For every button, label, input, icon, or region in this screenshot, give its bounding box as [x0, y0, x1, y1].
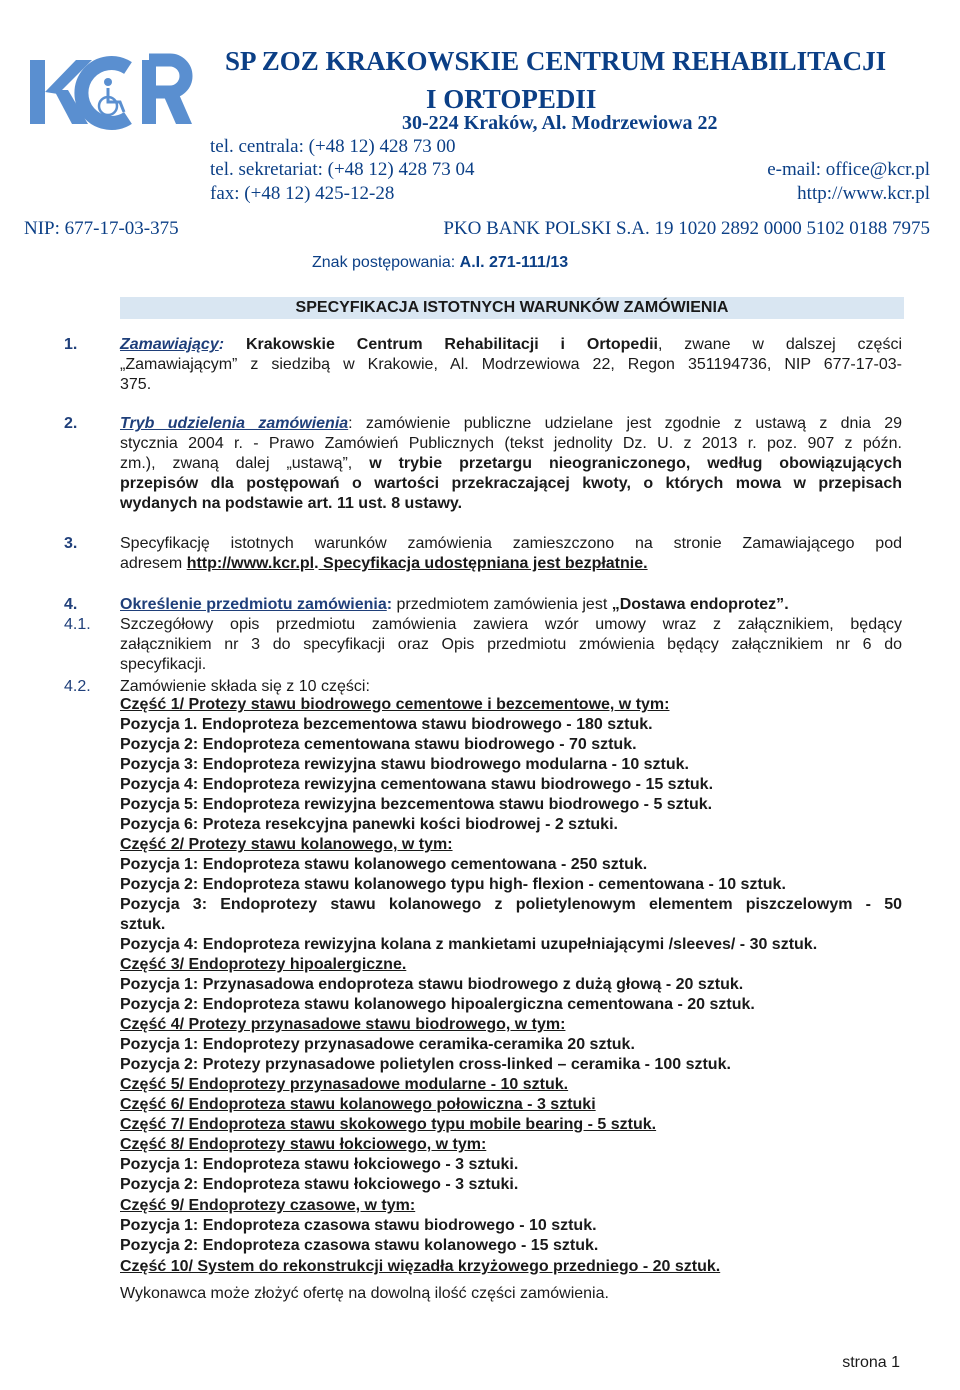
- section-2-line5: wydanych na podstawie art. 11 ust. 8 ustawy.: [120, 495, 463, 512]
- part-1-heading: Część 1/ Protezy stawu biodrowego cementowe i bezcementowe, w tym:: [120, 696, 670, 713]
- part-3-item-2: Pozycja 2: Endoproteza stawu kolanowego hipoalergiczna cementowana - 20 sztuk.: [120, 996, 755, 1013]
- part-3-item-1: Pozycja 1: Przynasadowa endoproteza stawu biodrowego z dużą głową - 20 sztuk.: [120, 976, 744, 993]
- part-1-item-5: Pozycja 5: Endoproteza rewizyjna bezcementowa stawu biodrowego - 5 sztuk.: [120, 796, 713, 813]
- part-2-heading: Część 2/ Protezy stawu kolanowego, w tym:: [120, 836, 453, 853]
- case-reference: [312, 254, 568, 272]
- bank-account: PKO BANK POLSKI S.A. 19 1020 2892 0000 5102 0188 7975: [443, 218, 930, 239]
- phone-secretariat: tel. sekretariat: (+48 12) 428 73 04: [210, 159, 475, 180]
- part-1-item-4: Pozycja 4: Endoproteza rewizyjna cementowana stawu biodrowego - 15 sztuk.: [120, 776, 714, 793]
- website-url: http://www.kcr.pl: [797, 183, 930, 204]
- org-address: 30-224 Kraków, Al. Modrzewiowa 22: [402, 112, 718, 134]
- section-1-party: Krakowskie Centrum Rehabilitacji i Ortopedii: [245, 336, 658, 353]
- org-name-line2: I ORTOPEDII: [426, 84, 597, 114]
- part-2-item-3-cont: sztuk.: [120, 916, 166, 933]
- part-8-heading: Część 8/ Endoprotezy stawu łokciowego, w tym:: [120, 1136, 487, 1153]
- section-3-line1: Specyfikację istotnych warunków zamówienia zamieszczono na stronie Zamawiającego pod: [120, 535, 902, 552]
- section-1-line3: 375.: [120, 376, 152, 393]
- section-1-line1: Zamawiający: Krakowskie Centrum Rehabilitacji i Ortopedii, zwane w dalszej części: [120, 336, 902, 353]
- part-7-heading: Część 7/ Endoproteza stawu skokowego typu mobile bearing - 5 sztuk.: [120, 1116, 657, 1133]
- closing-note: Wykonawca może złożyć ofertę na dowolną ilość części zamówienia.: [120, 1285, 609, 1302]
- part-4-heading: Część 4/ Protezy przynasadowe stawu biodrowego, w tym:: [120, 1016, 566, 1033]
- section-4-2-number: 4.2.: [64, 678, 91, 695]
- part-2-item-1: Pozycja 1: Endoproteza stawu kolanowego cementowana - 250 sztuk.: [120, 856, 648, 873]
- section-1-number: 1.: [64, 336, 78, 353]
- email-address: e-mail: office@kcr.pl: [767, 159, 930, 180]
- part-8-item-2: Pozycja 2: Endoproteza stawu łokciowego - 3 sztuki.: [120, 1176, 519, 1193]
- section-2-line3: zm.), zwaną dalej „ustawą”, w trybie przetargu nieograniczonego, według obowiązujących: [120, 455, 902, 472]
- part-5-heading: Część 5/ Endoprotezy przynasadowe modularne - 10 sztuk.: [120, 1076, 569, 1093]
- section-2-line4: przepisów dla postępowań o wartości przekraczającej kwoty, o których mowa w przepisach: [120, 475, 902, 492]
- section-4-1-line3: specyfikacji.: [120, 656, 207, 673]
- org-name-line1: SP ZOZ KRAKOWSKIE CENTRUM REHABILITACJI: [225, 46, 887, 76]
- part-4-item-2: Pozycja 2: Protezy przynasadowe polietylen cross-linked – ceramika - 100 sztuk.: [120, 1056, 731, 1073]
- section-4-line: Określenie przedmiotu zamówienia: przedmiotem zamówienia jest „Dostawa endoprotez”.: [120, 596, 789, 613]
- case-reference-label: Znak postępowania:: [312, 254, 460, 271]
- website-link[interactable]: http://www.kcr.pl: [186, 555, 315, 572]
- section-2-number: 2.: [64, 415, 78, 432]
- part-9-item-1: Pozycja 1: Endoproteza czasowa stawu biodrowego - 10 sztuk.: [120, 1217, 597, 1234]
- part-1-item-6: Pozycja 6: Proteza resekcyjna panewki kości biodrowej - 2 sztuki.: [120, 816, 618, 833]
- section-4-2-intro: Zamówienie składa się z 10 części:: [120, 678, 370, 695]
- document-title: SPECYFIKACJA ISTOTNYCH WARUNKÓW ZAMÓWIENIA: [295, 299, 729, 316]
- case-reference-value: A.I. 271-111/13: [459, 254, 569, 271]
- part-1-item-1: Pozycja 1. Endoproteza bezcementowa stawu biodrowego - 180 sztuk.: [120, 716, 653, 733]
- section-4-1-number: 4.1.: [64, 616, 91, 633]
- nip-number: NIP: 677-17-03-375: [24, 218, 179, 239]
- page-number: strona 1: [842, 1354, 900, 1371]
- section-3-line2: adresem http://www.kcr.pl. Specyfikacja udostępniana jest bezpłatnie.: [120, 555, 648, 572]
- section-4-1-line1: Szczegółowy opis przedmiotu zamówienia zawiera wzór umowy wraz z załącznikiem, będący: [120, 616, 902, 633]
- part-2-item-4: Pozycja 4: Endoproteza rewizyjna kolana z mankietami uzupełniającymi /sleeves/ - 30 sztuk.: [120, 936, 818, 953]
- part-8-item-1: Pozycja 1: Endoproteza stawu łokciowego - 3 sztuki.: [120, 1156, 519, 1173]
- part-1-item-3: Pozycja 3: Endoproteza rewizyjna stawu biodrowego modularna - 10 sztuk.: [120, 756, 689, 773]
- phone-central: tel. centrala: (+48 12) 428 73 00: [210, 136, 456, 157]
- part-9-heading: Część 9/ Endoprotezy czasowe, w tym:: [120, 1197, 416, 1214]
- part-1-item-2: Pozycja 2: Endoproteza cementowana stawu biodrowego - 70 sztuk.: [120, 736, 637, 753]
- section-2-label: Tryb udzielenia zamówienia: [120, 415, 349, 432]
- title-bar: [120, 297, 904, 319]
- part-2-item-3: Pozycja 3: Endoprotezy stawu kolanowego z polietylenowym elementem piszczelowym - 50: [120, 896, 902, 913]
- part-2-item-2: Pozycja 2: Endoproteza stawu kolanowego typu high- flexion - cementowana - 10 sztuk.: [120, 876, 786, 893]
- section-4-number: 4.: [64, 596, 78, 613]
- section-3-number: 3.: [64, 535, 78, 552]
- part-3-heading: Część 3/ Endoprotezy hipoalergiczne.: [120, 956, 407, 973]
- part-10-heading: Część 10/ System do rekonstrukcji więzadła krzyżowego przedniego - 20 sztuk.: [120, 1258, 721, 1275]
- section-4-1-line2: załącznikiem nr 3 do specyfikacji oraz Opis przedmiotu zmówienia będący załącznikiem nr 6 do: [120, 636, 902, 653]
- fax-number: fax: (+48 12) 425-12-28: [210, 183, 395, 204]
- part-9-item-2: Pozycja 2: Endoproteza czasowa stawu kolanowego - 15 sztuk.: [120, 1237, 599, 1254]
- kcr-logo: [28, 52, 193, 134]
- section-2-line2: stycznia 2004 r. - Prawo Zamówień Publicznych (tekst jednolity Dz. U. z 2013 r. poz. 907 z późn.: [120, 435, 902, 452]
- section-1-line2: „Zamawiającym” z siedzibą w Krakowie, Al. Modrzewiowa 22, Regon 351194736, NIP 677-17-03-: [120, 356, 902, 373]
- part-6-heading: Część 6/ Endoproteza stawu kolanowego połowiczna - 3 sztuki: [120, 1096, 596, 1113]
- section-2-line1: Tryb udzielenia zamówienia: zamówienie publiczne udzielane jest zgodnie z ustawą z dnia 29: [120, 415, 903, 432]
- section-4-label: Określenie przedmiotu zamówienia: [120, 596, 387, 613]
- part-4-item-1: Pozycja 1: Endoprotezy przynasadowe ceramika-ceramika 20 sztuk.: [120, 1036, 635, 1053]
- section-1-label: Zamawiający: [120, 336, 219, 353]
